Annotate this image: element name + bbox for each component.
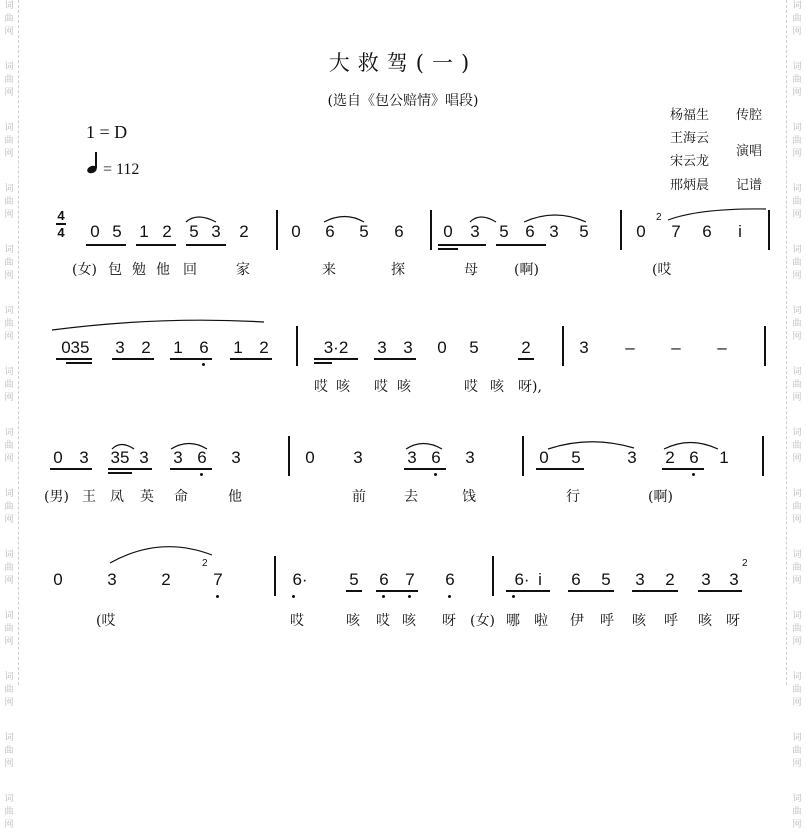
watermark-text: 词 曲 网 [792,733,802,769]
barline [276,210,278,250]
note: 3 [465,448,475,467]
note: 7 [213,570,223,589]
slur [52,320,264,330]
note: 0 [53,448,63,467]
note: 6 [525,222,535,241]
barline [768,210,770,250]
low-dot [202,363,205,366]
note: 0 [61,338,71,357]
note: 0 [539,448,549,467]
lyric: 咳 [397,379,411,395]
lyric: 咳 [346,613,360,629]
barline [288,436,290,476]
note: 5 [349,570,359,589]
barline [762,436,764,476]
watermark-text: 词 曲 网 [792,367,802,403]
underline [108,468,152,470]
lyric: 哎 [374,379,388,395]
underline [506,590,550,592]
lyric: 他 [156,262,170,278]
note: 3 [635,570,645,589]
watermark-text: 词 曲 网 [4,428,14,464]
lyric: (女) [72,262,97,278]
lyric: 咳 [490,379,504,395]
lyric: (哎 [652,262,672,278]
watermark-text: 词 曲 网 [792,123,802,159]
underline [404,468,446,470]
watermark-text: 词 曲 网 [4,550,14,586]
note: 2 [239,222,249,241]
watermark-text: 词 曲 网 [792,550,802,586]
watermark-text: 词 曲 网 [4,62,14,98]
tempo-value: = 112 [103,161,140,178]
lyric: 啦 [534,613,548,629]
note: 5 [571,448,581,467]
barline [562,326,564,366]
lyric: 母 [464,262,478,278]
lyric: 他 [228,489,242,505]
lyric: 咳 [632,613,646,629]
note: 3 [107,570,117,589]
note: 0 [437,338,447,357]
note: 35 [110,448,130,467]
barline [296,326,298,366]
lyric: 去 [404,489,418,505]
lyric: 回 [183,262,197,278]
underline [66,362,92,364]
note: 3 [729,570,739,589]
note: 5 [601,570,611,589]
note: 0 [305,448,315,467]
lyric: 呼 [664,613,678,629]
note: 6 [197,448,207,467]
watermark-text: 词 曲 网 [792,245,802,281]
note: 3 [211,222,221,241]
note: 6· [514,570,530,589]
credit-role: 演唱 [736,144,763,159]
underline [376,590,418,592]
underline [170,468,212,470]
watermark-text: 词 曲 网 [792,1,802,37]
note: 5 [189,222,199,241]
note: 3 [579,338,589,357]
barline [522,436,524,476]
note: 6 [199,338,209,357]
watermark-text: 词 曲 网 [4,245,14,281]
note: 3 [701,570,711,589]
lyric: 包 [108,262,122,278]
lyric: 呀 [442,613,456,629]
note: 0 [291,222,301,241]
underline [112,358,154,360]
note: 6 [571,570,581,589]
underline [314,358,358,360]
low-dot [200,473,203,476]
low-dot [292,595,295,598]
watermark-text: 词 曲 网 [792,428,802,464]
lyric: 咳 [402,613,416,629]
note: 5 [112,222,122,241]
watermark-text: 词 曲 网 [4,489,14,525]
lyric: 英 [140,489,154,505]
lyric: 哎 [376,613,390,629]
barline [492,556,494,596]
slur [548,442,634,449]
note: – [671,338,681,357]
lyric: 哎 [314,379,328,395]
lyric: (啊) [648,489,673,505]
lyric: 命 [174,489,188,505]
underline [632,590,678,592]
note: 2 [141,338,151,357]
watermark-text: 词 曲 网 [4,794,14,830]
note: 6 [689,448,699,467]
lyric: 家 [236,262,250,278]
low-dot [512,595,515,598]
note: 3 [549,222,559,241]
watermark-text: 词 曲 网 [792,611,802,647]
lyric: 呼 [600,613,614,629]
note: i [738,222,742,241]
note: 6 [394,222,404,241]
time-signature-top: 4 [57,208,65,223]
underline [438,248,458,250]
watermark-text: 词 曲 网 [4,672,14,708]
watermark-text: 词 曲 网 [792,306,802,342]
note: 6 [702,222,712,241]
underline [518,358,534,360]
underline [536,468,584,470]
note: 3 [470,222,480,241]
credit-name: 杨福生 [670,108,710,123]
underline [496,244,546,246]
watermark-text: 词 曲 网 [4,733,14,769]
note: 1 [139,222,149,241]
note: 6 [325,222,335,241]
watermark-text: 词 曲 网 [4,184,14,220]
watermark-text: 词 曲 网 [792,62,802,98]
underline [186,244,226,246]
note: – [717,338,727,357]
barline [430,210,432,250]
low-dot [692,473,695,476]
grace-note: 2 [202,558,208,569]
note: 0 [90,222,100,241]
lyric: 伊 [570,613,584,629]
lyric: 咳 [698,613,712,629]
note: 5 [579,222,589,241]
note: 5 [499,222,509,241]
key-signature: 1 = D [86,122,128,142]
grace-note: 2 [656,212,662,223]
note: 3 [353,448,363,467]
low-dot [448,595,451,598]
note: 3 [79,448,89,467]
underline [50,468,92,470]
credit-role: 记谱 [736,178,763,193]
note: 7 [405,570,415,589]
watermark-text: 词 曲 网 [4,367,14,403]
low-dot [408,595,411,598]
lyric: 行 [566,489,580,505]
note: 7 [671,222,681,241]
note: i [538,570,542,589]
credit-role: 传腔 [736,108,763,123]
underline [170,358,212,360]
note: 3·2 [323,338,349,357]
lyric: (啊) [514,262,539,278]
barline [764,326,766,366]
note: 6 [379,570,389,589]
note: 6· [292,570,308,589]
underline [662,468,704,470]
note: 1 [233,338,243,357]
lyric: 饯 [462,489,476,505]
time-signature-bottom: 4 [57,224,65,240]
lyric: 前 [352,489,366,505]
lyric: 哎 [290,613,304,629]
lyric: 来 [322,262,336,278]
watermark-text: 词 曲 网 [792,489,802,525]
slur [668,209,766,220]
watermark-text: 词 曲 网 [792,794,802,830]
note: 3 [407,448,417,467]
note: 2 [162,222,172,241]
note: 2 [161,570,171,589]
slur [110,547,212,563]
barline [274,556,276,596]
underline [230,358,272,360]
lyric: 探 [391,262,405,278]
song-title: 大救驾(一) [328,51,478,75]
lyric: 呀), [518,379,542,395]
credit-name: 邢炳晨 [670,178,710,193]
note: 6 [445,570,455,589]
watermark-text: 词 曲 网 [792,672,802,708]
underline [346,590,362,592]
underline [698,590,742,592]
credit-name: 王海云 [670,131,710,146]
time-signature [56,208,66,240]
note: 6 [431,448,441,467]
note: 3 [231,448,241,467]
low-dot [382,595,385,598]
note: 3 [403,338,413,357]
note: 5 [359,222,369,241]
barline [620,210,622,250]
lyric: (女) [470,613,495,629]
underline [314,362,332,364]
watermark-text: 词 曲 网 [4,123,14,159]
low-dot [216,595,219,598]
watermark-text: 词 曲 网 [4,306,14,342]
lyric: 勉 [132,262,146,278]
watermark-text: 词 曲 网 [4,611,14,647]
note: 1 [173,338,183,357]
lyric: 哎 [464,379,478,395]
note: 5 [469,338,479,357]
note: 0 [53,570,63,589]
underline [568,590,614,592]
lyric: 哪 [506,613,520,629]
lyric: 咳 [336,379,350,395]
note: 0 [443,222,453,241]
note: 2 [665,570,675,589]
lyric: 凤 [110,489,124,505]
watermark-text: 词 曲 网 [792,184,802,220]
note: 3 [139,448,149,467]
note: 1 [719,448,729,467]
note: 2 [521,338,531,357]
note: 0 [636,222,646,241]
low-dot [434,473,437,476]
grace-note: 2 [742,558,748,569]
note: 3 [377,338,387,357]
credit-name: 宋云龙 [670,154,710,169]
quarter-note-stem [95,152,97,168]
note: 35 [70,338,90,357]
watermark-text: 词 曲 网 [4,1,14,37]
underline [136,244,176,246]
underline [56,358,92,360]
lyric: 王 [82,489,96,505]
note: 2 [665,448,675,467]
underline [86,244,126,246]
underline [108,472,132,474]
lyric: (哎 [96,613,116,629]
slur [524,215,586,222]
note: 2 [259,338,269,357]
note: – [625,338,635,357]
lyric: (男) [44,489,69,505]
lyric: 呀 [726,613,740,629]
song-subtitle: (选自《包公赔情》唱段) [327,93,479,109]
note: 3 [173,448,183,467]
note: 3 [115,338,125,357]
note: 3 [627,448,637,467]
underline [374,358,416,360]
underline [438,244,486,246]
